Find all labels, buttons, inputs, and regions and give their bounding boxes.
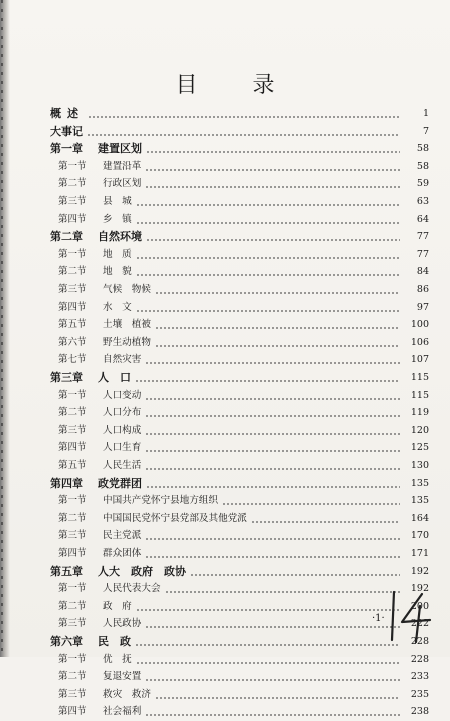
dot-leader — [136, 257, 400, 259]
toc-entry-title: 优 抚 — [103, 653, 132, 665]
toc-entry-page: 192 — [410, 583, 429, 595]
toc-entry-page: 86 — [416, 284, 429, 295]
dot-leader — [145, 169, 400, 171]
toc-entry-page: 7 — [422, 125, 429, 137]
toc-section-entry — [0, 439, 450, 457]
toc-entry-label: 第二节 — [58, 600, 87, 612]
toc-entry-page: 171 — [410, 548, 429, 559]
toc-entry-page: 100 — [410, 319, 429, 331]
toc-section-entry — [0, 668, 450, 686]
toc-entry-page: 120 — [410, 424, 429, 436]
toc-entry-label: 第四节 — [58, 213, 87, 225]
toc-entry-title: 复退安置 — [103, 671, 142, 683]
dot-leader — [145, 415, 400, 417]
dot-leader — [155, 327, 400, 329]
dot-leader — [145, 714, 400, 716]
toc-chapter-entry — [0, 633, 450, 651]
dot-leader — [145, 626, 400, 628]
toc-section-entry — [0, 211, 450, 229]
toc-entry-title: 民 政 — [98, 635, 131, 648]
toc-entry-title: 群众团体 — [103, 548, 142, 559]
toc-entry-title: 救灾 救济 — [103, 688, 151, 700]
toc-entry-page: 77 — [416, 231, 429, 243]
toc-section-entry — [0, 299, 450, 317]
toc-entry-title: 人 口 — [98, 371, 131, 384]
toc-entry-label: 第五章 — [50, 564, 83, 578]
toc-section-entry — [0, 316, 450, 334]
toc-entry-label: 第四节 — [58, 548, 87, 559]
toc-entry-page: 222 — [410, 618, 429, 630]
page-number: ·1· — [372, 613, 385, 624]
toc-chapter-entry — [0, 228, 450, 246]
toc-entry-label: 第五节 — [58, 319, 87, 331]
dot-leader — [145, 468, 400, 470]
dot-leader — [145, 186, 400, 188]
dot-leader — [88, 116, 400, 118]
toc-entry-page: 63 — [416, 196, 429, 207]
dot-leader — [165, 591, 400, 593]
dot-leader — [136, 609, 400, 611]
toc-entry-title: 建置区划 — [98, 142, 142, 156]
toc-entry-page: 233 — [410, 671, 429, 683]
toc-chapter-entry — [0, 123, 450, 141]
dot-leader — [136, 222, 400, 224]
toc-entry-title: 人大 政府 政协 — [98, 564, 186, 578]
toc-entry-page: 170 — [410, 530, 429, 542]
toc-entry-title: 人民生活 — [103, 460, 142, 471]
dot-leader — [145, 679, 400, 681]
toc-entry-title: 土壤 植被 — [103, 319, 151, 331]
dot-leader — [145, 538, 400, 540]
toc-entry-page: 115 — [410, 389, 429, 401]
toc-entry-label: 第一节 — [58, 389, 87, 401]
toc-chapter-entry — [0, 140, 450, 158]
dot-leader — [145, 362, 400, 364]
toc-section-entry — [0, 510, 450, 528]
toc-entry-title: 野生动植物 — [103, 336, 151, 348]
toc-entry-label: 第一节 — [58, 495, 87, 507]
toc-entry-label: 第一章 — [50, 142, 83, 156]
toc-entry-page: 64 — [416, 213, 429, 225]
toc-entry-title: 人口变动 — [103, 389, 142, 401]
toc-entry-page: 58 — [416, 143, 429, 155]
toc-section-entry — [0, 703, 450, 721]
toc-entry-page: 84 — [416, 266, 429, 278]
page-title: 目 录 — [175, 73, 299, 98]
toc-entry-label: 第二节 — [58, 178, 87, 190]
toc-entry-page: 192 — [410, 565, 429, 577]
toc-entry-label: 第六节 — [58, 336, 87, 348]
toc-entry-title: 建置沿革 — [103, 160, 142, 172]
toc-entry-title: 人口构成 — [103, 424, 142, 436]
toc-section-entry — [0, 527, 450, 545]
toc-entry-label: 第四节 — [58, 442, 87, 454]
toc-entry-title: 民主党派 — [103, 530, 142, 542]
toc-entry-title: 地 质 — [103, 248, 132, 260]
toc-section-entry — [0, 387, 450, 405]
dot-leader — [135, 644, 400, 646]
toc-chapter-entry — [0, 105, 450, 123]
dot-leader — [136, 310, 400, 312]
dot-leader — [146, 151, 400, 153]
toc-entry-page: 164 — [410, 512, 429, 524]
toc-entry-label: 第七节 — [58, 354, 87, 366]
toc-entry-label: 第二节 — [58, 407, 87, 419]
toc-entry-title: 县 城 — [103, 196, 132, 207]
toc-section-entry — [0, 651, 450, 669]
toc-entry-title: 政 府 — [103, 600, 132, 612]
toc-entry-title: 中国国民党怀宁县党部及其他党派 — [103, 512, 247, 524]
toc-entry-page: 235 — [410, 688, 429, 700]
toc-entry-label: 第三节 — [58, 196, 87, 207]
toc-entry-title: 人口生育 — [103, 442, 142, 454]
toc-entry-label: 第三章 — [50, 371, 83, 384]
toc-entry-label: 第三节 — [58, 284, 87, 295]
toc-entry-label: 第二节 — [58, 512, 87, 524]
toc-entry-label: 第二章 — [50, 230, 83, 244]
toc-section-entry — [0, 422, 450, 440]
toc-section-entry — [0, 175, 450, 193]
toc-entry-title: 自然环境 — [98, 230, 142, 244]
toc-section-entry — [0, 193, 450, 211]
toc-entry-page: 200 — [410, 600, 429, 612]
toc-entry-page: 119 — [410, 407, 429, 419]
toc-entry-page: 59 — [416, 178, 429, 190]
toc-section-entry — [0, 351, 450, 369]
dot-leader — [136, 204, 400, 206]
dot-leader — [155, 292, 400, 294]
toc-entry-page: 238 — [410, 706, 429, 718]
dot-leader — [155, 345, 400, 347]
toc-section-entry — [0, 686, 450, 704]
toc-entry-title: 气候 物候 — [103, 284, 151, 295]
dot-leader — [222, 503, 400, 505]
toc-section-entry — [0, 580, 450, 598]
dot-leader — [155, 697, 400, 699]
toc-entry-label: 第四节 — [58, 301, 87, 313]
toc-entry-page: 135 — [410, 477, 429, 489]
toc-entry-page: 107 — [410, 354, 429, 366]
dot-leader — [87, 134, 400, 136]
dot-leader — [145, 556, 400, 558]
toc-section-entry — [0, 246, 450, 264]
toc-entry-title: 自然灾害 — [103, 354, 142, 366]
dot-leader — [135, 380, 400, 382]
dot-leader — [145, 433, 400, 435]
handwritten-page-number — [386, 588, 436, 644]
toc-section-entry — [0, 281, 450, 299]
toc-section-entry — [0, 334, 450, 352]
toc-entry-label: 第三节 — [58, 424, 87, 436]
dot-leader — [136, 662, 400, 664]
toc-entry-page: 228 — [410, 653, 429, 665]
toc-entry-label: 第六章 — [50, 635, 83, 648]
toc-chapter-entry — [0, 369, 450, 387]
toc-entry-page: 1 — [422, 108, 429, 119]
dot-leader — [145, 398, 400, 400]
toc-section-entry — [0, 457, 450, 475]
toc-section-entry — [0, 404, 450, 422]
toc-entry-label: 第三节 — [58, 618, 87, 630]
toc-chapter-entry — [0, 563, 450, 581]
table-of-contents — [0, 105, 450, 718]
toc-section-entry — [0, 492, 450, 510]
dot-leader — [136, 274, 400, 276]
toc-chapter-entry — [0, 475, 450, 493]
toc-entry-page: 125 — [410, 442, 429, 454]
toc-entry-page: 130 — [410, 460, 429, 471]
toc-entry-page: 58 — [416, 160, 429, 172]
dot-leader — [146, 486, 400, 488]
toc-entry-label: 第一节 — [58, 653, 87, 665]
toc-entry-page: 97 — [416, 301, 429, 313]
toc-entry-title: 人口分布 — [103, 407, 142, 419]
toc-section-entry — [0, 545, 450, 563]
toc-entry-title: 人民代表大会 — [103, 583, 161, 595]
toc-entry-label: 第三节 — [58, 688, 87, 700]
toc-entry-label: 第二节 — [58, 671, 87, 683]
dot-leader — [190, 574, 400, 576]
toc-entry-title: 地 貌 — [103, 266, 132, 278]
toc-entry-title: 政党群团 — [98, 476, 142, 490]
toc-entry-title: 社会福利 — [103, 706, 142, 718]
toc-entry-label: 第五节 — [58, 460, 87, 471]
toc-entry-label: 第四节 — [58, 706, 87, 718]
dot-leader — [146, 239, 400, 241]
dot-leader — [251, 521, 400, 523]
toc-entry-label: 第一节 — [58, 583, 87, 595]
toc-entry-title: 概述 — [50, 107, 84, 120]
toc-entry-title: 大事记 — [50, 124, 83, 138]
toc-entry-title: 人民政协 — [103, 618, 142, 630]
toc-entry-label: 第一节 — [58, 160, 87, 172]
toc-entry-page: 77 — [416, 248, 429, 260]
toc-entry-title: 水 文 — [103, 301, 132, 313]
toc-entry-page: 106 — [410, 336, 429, 348]
toc-section-entry — [0, 158, 450, 176]
toc-entry-page: 135 — [410, 495, 429, 507]
toc-section-entry — [0, 263, 450, 281]
toc-entry-label: 第一节 — [58, 248, 87, 260]
toc-entry-page: 115 — [410, 372, 429, 383]
toc-entry-label: 第二节 — [58, 266, 87, 278]
toc-entry-title: 行政区划 — [103, 178, 142, 190]
toc-entry-title: 乡 镇 — [103, 213, 132, 225]
toc-entry-label: 第四章 — [50, 476, 83, 490]
dot-leader — [145, 450, 400, 452]
toc-entry-title: 中国共产党怀宁县地方组织 — [103, 495, 219, 507]
toc-entry-page: 228 — [410, 636, 429, 647]
toc-entry-label: 第三节 — [58, 530, 87, 542]
